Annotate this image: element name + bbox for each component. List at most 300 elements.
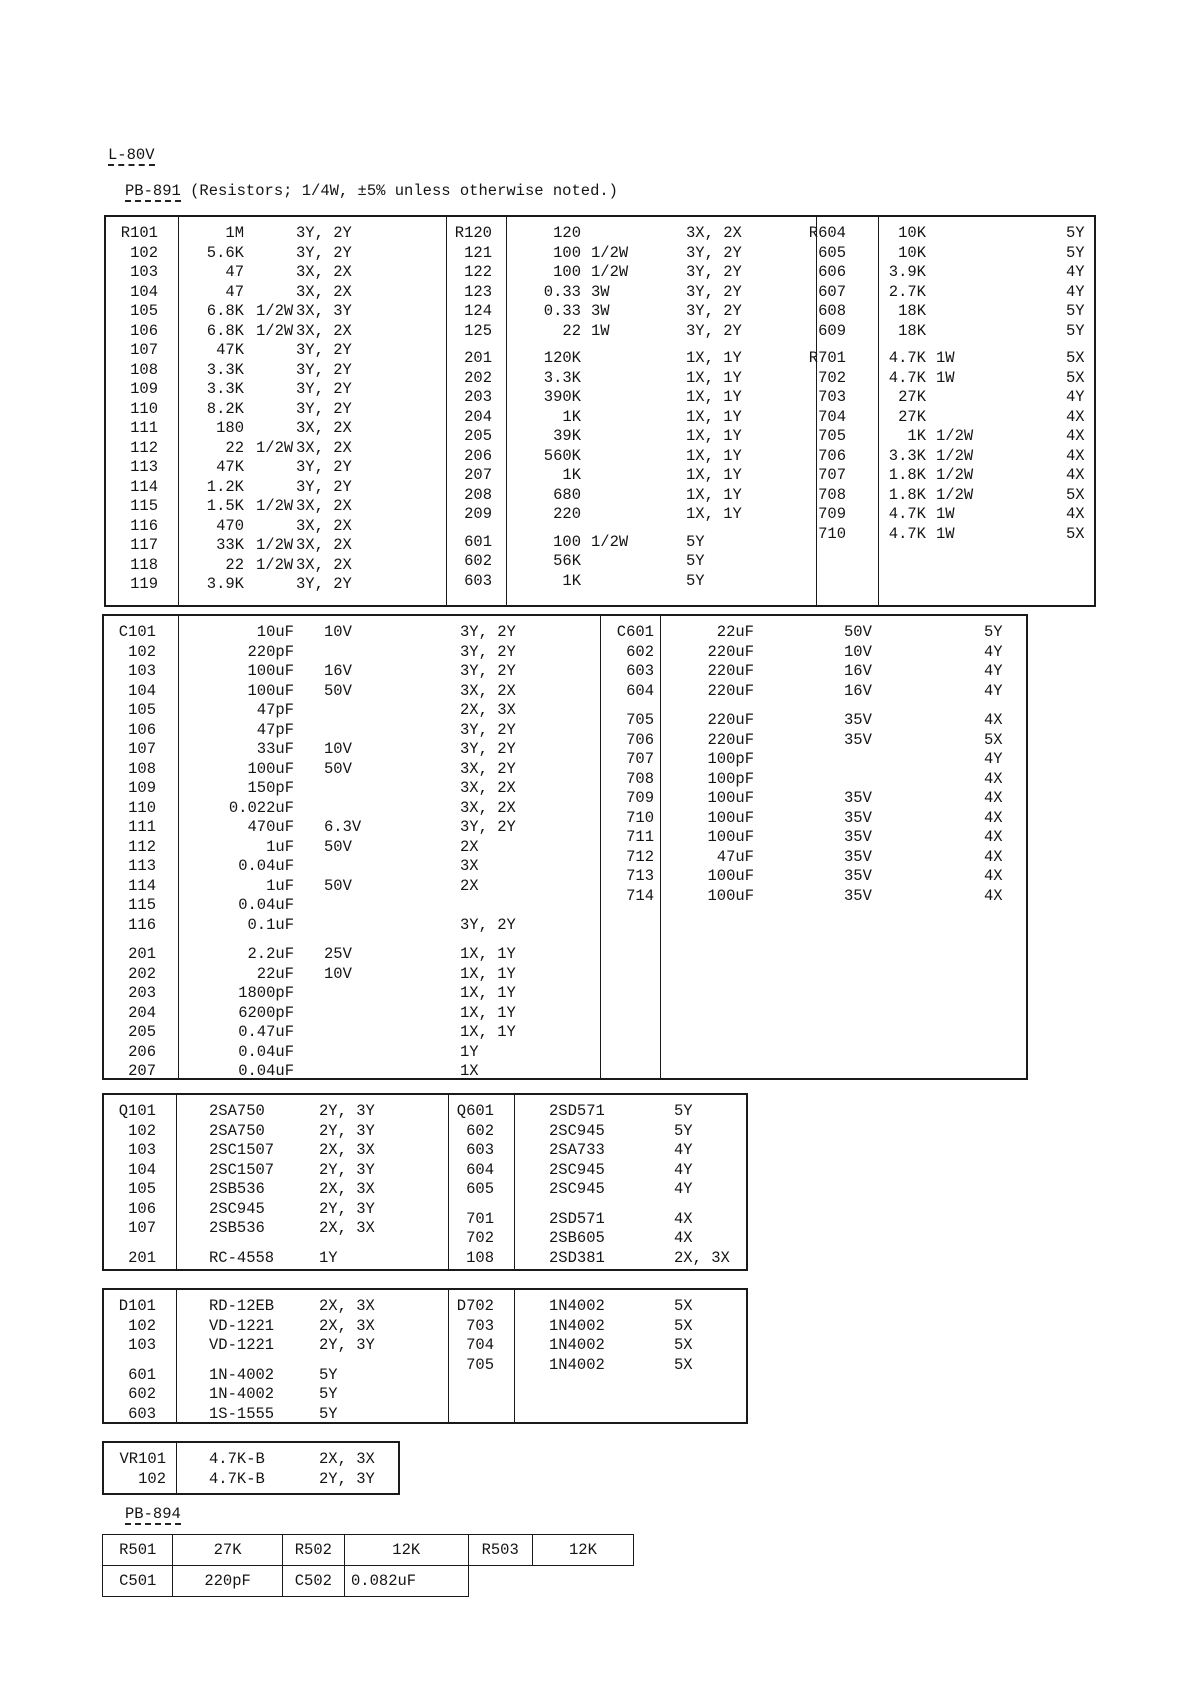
table-cell: 4.7K <box>888 368 926 387</box>
table-cell: 0.33 <box>543 282 581 301</box>
table-cell: 50V <box>324 681 352 700</box>
table-cell: 125 <box>464 321 492 340</box>
table-cell: 3Y, 2Y <box>296 575 352 593</box>
table-cell: 609 <box>818 321 846 340</box>
table-row <box>104 886 1026 906</box>
table-cell: 206 <box>128 1042 156 1061</box>
table-cell: 110 <box>128 798 156 817</box>
table-cell: 1/2W <box>256 302 294 320</box>
table-cell: 1X <box>460 1062 479 1080</box>
pb894-cell: R502 <box>282 1535 344 1566</box>
table-cell: 35V <box>844 789 872 807</box>
table-cell: 35V <box>844 828 872 846</box>
table-cell: 1/2W <box>256 536 294 554</box>
table-cell: 114 <box>128 876 156 895</box>
table-cell: 8.2K <box>206 399 244 418</box>
table-cell: 6.3V <box>324 818 362 836</box>
table-cell: 602 <box>626 642 654 661</box>
table-cell: 1W <box>936 524 955 543</box>
table-cell: 1/2W <box>936 446 974 465</box>
table-cell: R120 <box>454 224 492 242</box>
table-cell: 112 <box>130 438 158 457</box>
table-cell: C601 <box>616 623 654 641</box>
table-cell: 47 <box>225 263 244 281</box>
table-cell: 47K <box>216 341 244 359</box>
table-cell: 601 <box>464 532 492 551</box>
table-cell: 1X, 1Y <box>686 466 742 484</box>
table-cell: 206 <box>464 446 492 465</box>
table-cell: 3Y, 2Y <box>460 740 516 758</box>
table-cell: 4Y <box>984 662 1003 680</box>
table-cell: 4.7K-B <box>209 1469 265 1488</box>
pb894-cell: 27K <box>173 1535 282 1566</box>
table-cell: 5X <box>674 1355 693 1374</box>
table-cell: 3X, 2X <box>686 224 742 242</box>
table-cell: VR101 <box>119 1450 166 1468</box>
table-cell: 205 <box>464 427 492 445</box>
table-cell: 3.3K <box>543 368 581 387</box>
pb894-table <box>102 1534 634 1597</box>
table-cell: 102 <box>128 642 156 661</box>
table-cell: 702 <box>466 1229 494 1247</box>
table-cell: 1X, 1Y <box>686 388 742 406</box>
table-cell: 5Y <box>674 1102 693 1120</box>
table-cell: 1X, 1Y <box>686 505 742 523</box>
table-cell: 708 <box>818 485 846 504</box>
table-cell: 5Y <box>319 1365 338 1384</box>
table-cell: 124 <box>464 302 492 320</box>
table-cell: 1X, 1Y <box>460 1023 516 1041</box>
table-cell: 35V <box>844 886 872 905</box>
table-cell: 50V <box>324 759 352 778</box>
table-cell: 204 <box>128 1003 156 1022</box>
table-row <box>104 1022 1026 1042</box>
table-cell: 4X <box>674 1209 693 1228</box>
table-cell: RD-12EB <box>209 1297 275 1315</box>
table-cell: 606 <box>818 263 846 281</box>
pb894-cell: 220pF <box>173 1566 282 1597</box>
table-cell: 4X <box>1066 505 1085 523</box>
table-cell: 1W <box>936 505 955 523</box>
table-cell: 220pF <box>247 642 294 661</box>
table-cell: 5Y <box>319 1404 338 1423</box>
table-cell: 16V <box>844 662 872 680</box>
table-cell: 102 <box>130 243 158 262</box>
table-cell: 2SB605 <box>549 1229 605 1247</box>
table-row <box>104 681 1026 701</box>
table-cell: 47 <box>225 282 244 301</box>
table-cell: 4X <box>674 1229 693 1247</box>
table-cell: 1X, 1Y <box>460 1003 516 1022</box>
table-row <box>106 485 1094 505</box>
table-cell: 3Y, 2Y <box>296 224 352 242</box>
table-cell: 18K <box>898 302 926 320</box>
table-cell: 608 <box>818 302 846 320</box>
table-row <box>106 368 1094 388</box>
table-cell: 5X <box>1066 349 1085 367</box>
table-cell: 100uF <box>247 662 294 680</box>
table-cell: 3Y, 2Y <box>460 642 516 661</box>
table-cell: 208 <box>464 485 492 504</box>
table-cell: 602 <box>466 1121 494 1140</box>
table-cell: 3Y, 2Y <box>296 341 352 359</box>
table-cell: 201 <box>128 1248 156 1267</box>
table-cell: 0.04uF <box>238 1042 294 1061</box>
table-cell: 1K <box>562 407 581 426</box>
board-heading: PB-891 (Resistors; 1/4W, ±5% unless otherwise noted.) <box>125 182 618 200</box>
table-cell: 3X, 2Y <box>460 759 516 778</box>
table-cell: 1/2W <box>256 438 294 457</box>
table-cell: 3.3K <box>206 360 244 379</box>
table-cell: 2Y, 3Y <box>319 1336 375 1354</box>
table-row <box>106 301 1094 321</box>
table-row <box>106 243 1094 263</box>
table-cell: 5Y <box>686 571 705 590</box>
table-cell: 105 <box>130 302 158 320</box>
table-cell: 2SC945 <box>549 1160 605 1179</box>
table-cell: 4Y <box>984 681 1003 700</box>
table-cell: 100uF <box>707 867 754 885</box>
table-cell: 5Y <box>319 1385 338 1403</box>
table-cell: RC-4558 <box>209 1248 275 1267</box>
table-cell: 1uF <box>266 837 294 856</box>
table-cell: 5Y <box>984 623 1003 641</box>
table-cell: 5X <box>1066 485 1085 504</box>
table-cell: 2SB536 <box>209 1219 265 1237</box>
table-cell: 5Y <box>1066 321 1085 340</box>
table-cell: 111 <box>128 818 156 836</box>
table-cell: 0.04uF <box>238 857 294 875</box>
table-cell: 113 <box>130 458 158 476</box>
table-cell: 603 <box>626 662 654 680</box>
table-cell: 3X, 2X <box>296 497 352 515</box>
table-cell: 1W <box>591 321 610 340</box>
table-row <box>104 1469 398 1489</box>
table-row <box>104 1335 746 1355</box>
table-cell: 111 <box>130 419 158 437</box>
table-cell: 602 <box>128 1385 156 1403</box>
table-cell: 18K <box>898 321 926 340</box>
pb894-cell: 12K <box>344 1535 468 1566</box>
table-cell: R701 <box>808 349 846 367</box>
table-cell: 713 <box>626 867 654 885</box>
table-cell: Q101 <box>118 1102 156 1120</box>
table-cell: 4X <box>984 867 1003 885</box>
table-cell: 1W <box>936 368 955 387</box>
table-cell: 114 <box>130 477 158 496</box>
table-cell: 4.7K <box>888 349 926 367</box>
table-cell: 105 <box>128 1180 156 1198</box>
diode-table <box>102 1288 748 1424</box>
table-cell: 4X <box>1066 446 1085 465</box>
table-row <box>104 710 1026 730</box>
table-cell: 150pF <box>247 779 294 797</box>
table-cell: 109 <box>130 380 158 398</box>
table-cell: C101 <box>118 623 156 641</box>
table-cell: 1.2K <box>206 477 244 496</box>
board-heading-2: PB-894 <box>125 1505 181 1523</box>
table-cell: R604 <box>808 224 846 242</box>
table-cell: 2SC945 <box>549 1121 605 1140</box>
table-cell: 119 <box>130 575 158 593</box>
table-row <box>104 1209 746 1229</box>
table-cell: 2SD571 <box>549 1209 605 1228</box>
table-cell: 2SA750 <box>209 1102 265 1120</box>
table-cell: 100uF <box>707 789 754 807</box>
table-cell: 25V <box>324 945 352 963</box>
table-cell: 3.9K <box>206 575 244 593</box>
table-row <box>106 321 1094 341</box>
pb894-cell <box>468 1566 633 1597</box>
table-cell: 1/2W <box>256 555 294 574</box>
table-cell: 203 <box>464 388 492 406</box>
table-cell: 4Y <box>674 1160 693 1179</box>
table-cell: 2.2uF <box>247 945 294 963</box>
transistor-table <box>102 1093 748 1271</box>
table-cell: 2SC945 <box>209 1199 265 1218</box>
table-cell: VD-1221 <box>209 1316 275 1335</box>
table-cell: 3Y, 2Y <box>296 477 352 496</box>
table-cell: 704 <box>818 407 846 426</box>
table-cell: 1X, 1Y <box>460 945 516 963</box>
table-row <box>106 446 1094 466</box>
table-cell: 10K <box>898 224 926 242</box>
table-cell: 707 <box>626 750 654 768</box>
table-cell: 1X, 1Y <box>686 446 742 465</box>
table-cell: VD-1221 <box>209 1336 275 1354</box>
table-row <box>104 847 1026 867</box>
table-cell: 4Y <box>984 642 1003 661</box>
table-row <box>104 808 1026 828</box>
table-row <box>104 1228 746 1248</box>
table-cell: 115 <box>128 896 156 914</box>
table-row <box>103 1566 634 1597</box>
table-cell: 2Y, 3Y <box>319 1160 375 1179</box>
table-cell: 3Y, 2Y <box>686 302 742 320</box>
table-row <box>104 1248 746 1268</box>
table-cell: 0.04uF <box>238 1062 294 1080</box>
table-cell: 2X <box>460 876 479 895</box>
table-row <box>106 407 1094 427</box>
table-cell: 1N4002 <box>549 1355 605 1374</box>
variable-resistor-table <box>102 1441 400 1495</box>
table-cell: 709 <box>626 789 654 807</box>
table-cell: 5X <box>674 1297 693 1315</box>
table-cell: 1X, 1Y <box>686 368 742 387</box>
table-cell: 102 <box>128 1121 156 1140</box>
table-cell: 3.3K <box>888 446 926 465</box>
table-cell: 100uF <box>247 681 294 700</box>
table-cell: 1Y <box>319 1248 338 1267</box>
table-cell: 220uF <box>707 662 754 680</box>
table-row <box>106 348 1094 368</box>
table-cell: 1N4002 <box>549 1336 605 1354</box>
table-cell: 4Y <box>984 750 1003 768</box>
table-row <box>104 749 1026 769</box>
table-cell: Q601 <box>456 1102 494 1120</box>
table-cell: 22 <box>225 555 244 574</box>
table-cell: 201 <box>464 349 492 367</box>
table-cell: 701 <box>466 1209 494 1228</box>
table-cell: 5X <box>674 1336 693 1354</box>
table-cell: 10uF <box>256 623 294 641</box>
table-cell: 1/2W <box>591 263 629 281</box>
table-cell: 3Y, 2Y <box>460 720 516 739</box>
table-cell: 5X <box>1066 368 1085 387</box>
table-cell: 0.1uF <box>247 915 294 934</box>
table-cell: 118 <box>130 555 158 574</box>
table-cell: 103 <box>128 662 156 680</box>
table-cell: 35V <box>844 730 872 749</box>
table-cell: 1K <box>562 571 581 590</box>
table-cell: 2Y, 3Y <box>319 1121 375 1140</box>
capacitor-table <box>102 614 1028 1080</box>
table-cell: 5Y <box>1066 243 1085 262</box>
table-cell: 708 <box>626 769 654 788</box>
table-cell: 108 <box>466 1248 494 1267</box>
table-cell: 603 <box>464 571 492 590</box>
table-row <box>106 262 1094 282</box>
table-cell: 4Y <box>674 1141 693 1159</box>
table-cell: 1X, 1Y <box>460 984 516 1002</box>
table-row <box>106 223 1094 243</box>
table-cell: 123 <box>464 282 492 301</box>
table-cell: 3W <box>591 282 610 301</box>
table-cell: 100 <box>553 532 581 551</box>
table-row <box>104 1404 746 1424</box>
table-row <box>104 1355 746 1375</box>
table-cell: 603 <box>466 1141 494 1159</box>
table-cell: 201 <box>128 945 156 963</box>
table-cell: 27K <box>898 407 926 426</box>
table-cell: 3X, 2X <box>296 438 352 457</box>
table-cell: 103 <box>128 1141 156 1159</box>
table-cell: 5Y <box>674 1121 693 1140</box>
table-row <box>104 642 1026 662</box>
table-cell: 712 <box>626 847 654 866</box>
table-cell: 113 <box>128 857 156 875</box>
table-cell: 104 <box>128 1160 156 1179</box>
table-cell: 470 <box>216 516 244 535</box>
table-cell: 2X, 3X <box>674 1248 730 1267</box>
table-cell: 390K <box>543 388 581 406</box>
table-cell: 1N-4002 <box>209 1365 275 1384</box>
table-row <box>104 1042 1026 1062</box>
table-cell: 3Y, 2Y <box>686 321 742 340</box>
table-cell: 706 <box>818 446 846 465</box>
table-cell: 4X <box>1066 427 1085 445</box>
table-cell: 3X <box>460 857 479 875</box>
table-cell: 103 <box>130 263 158 281</box>
table-row <box>104 1121 746 1141</box>
table-cell: 2SC1507 <box>209 1141 275 1159</box>
table-row <box>104 661 1026 681</box>
table-row <box>106 524 1094 544</box>
table-cell: D702 <box>456 1297 494 1315</box>
table-cell: 3Y, 2Y <box>296 243 352 262</box>
table-cell: 4X <box>984 886 1003 905</box>
table-cell: 110 <box>130 399 158 418</box>
table-cell: 703 <box>818 388 846 406</box>
table-cell: 10V <box>324 623 352 641</box>
table-row <box>104 769 1026 789</box>
table-cell: 601 <box>128 1365 156 1384</box>
table-cell: 0.022uF <box>228 798 294 817</box>
table-cell: 603 <box>128 1404 156 1423</box>
table-cell: 714 <box>626 886 654 905</box>
table-cell: 3Y, 2Y <box>296 458 352 476</box>
table-cell: 4X <box>984 769 1003 788</box>
table-cell: 1/2W <box>591 532 629 551</box>
table-cell: 6200pF <box>238 1003 294 1022</box>
table-cell: 710 <box>818 524 846 543</box>
table-cell: 50V <box>324 876 352 895</box>
table-cell: 2SC1507 <box>209 1160 275 1179</box>
table-cell: 3X, 2X <box>296 555 352 574</box>
table-cell: 100uF <box>707 828 754 846</box>
table-cell: 3Y, 2Y <box>460 915 516 934</box>
table-cell: 4.7K-B <box>209 1450 265 1468</box>
table-row <box>104 1179 746 1199</box>
table-row <box>106 571 1094 591</box>
table-cell: 3X, 2X <box>460 779 516 797</box>
table-cell: 10V <box>324 740 352 758</box>
table-cell: 109 <box>128 779 156 797</box>
table-cell: 707 <box>818 466 846 484</box>
table-cell: 0.04uF <box>238 896 294 914</box>
table-cell: 0.47uF <box>238 1023 294 1041</box>
table-cell: 50V <box>324 837 352 856</box>
table-cell: 1/2W <box>936 427 974 445</box>
table-cell: 107 <box>128 1219 156 1237</box>
table-cell: 1uF <box>266 876 294 895</box>
table-cell: 4Y <box>674 1180 693 1198</box>
table-row <box>104 1449 398 1469</box>
table-cell: 22 <box>225 438 244 457</box>
table-row <box>104 866 1026 886</box>
table-cell: 605 <box>466 1180 494 1198</box>
table-cell: 122 <box>464 263 492 281</box>
table-cell: 33uF <box>256 740 294 758</box>
table-cell: 2SC945 <box>549 1180 605 1198</box>
table-row <box>104 827 1026 847</box>
table-cell: 2SA750 <box>209 1121 265 1140</box>
table-row <box>106 465 1094 485</box>
table-cell: 1N4002 <box>549 1297 605 1315</box>
table-cell: 180 <box>216 419 244 437</box>
table-cell: 2Y, 3Y <box>319 1199 375 1218</box>
table-cell: 6.8K <box>206 302 244 320</box>
table-cell: 3X, 2X <box>296 419 352 437</box>
table-cell: 115 <box>130 497 158 515</box>
pb894-cell: R503 <box>468 1535 532 1566</box>
pb894-cell: R501 <box>103 1535 173 1566</box>
table-cell: 10V <box>844 642 872 661</box>
table-cell: 39K <box>553 427 581 445</box>
table-cell: 1K <box>562 466 581 484</box>
table-cell: 4X <box>984 789 1003 807</box>
table-cell: 4.7K <box>888 505 926 523</box>
table-cell: 4Y <box>1066 263 1085 281</box>
table-cell: 4X <box>984 711 1003 729</box>
table-cell: 2X, 3X <box>319 1297 375 1315</box>
table-cell: 47K <box>216 458 244 476</box>
table-row <box>104 1296 746 1316</box>
table-cell: 27K <box>898 388 926 406</box>
table-cell: 100uF <box>247 759 294 778</box>
table-cell: 2X, 3X <box>319 1219 375 1237</box>
table-cell: 3.3K <box>206 380 244 398</box>
